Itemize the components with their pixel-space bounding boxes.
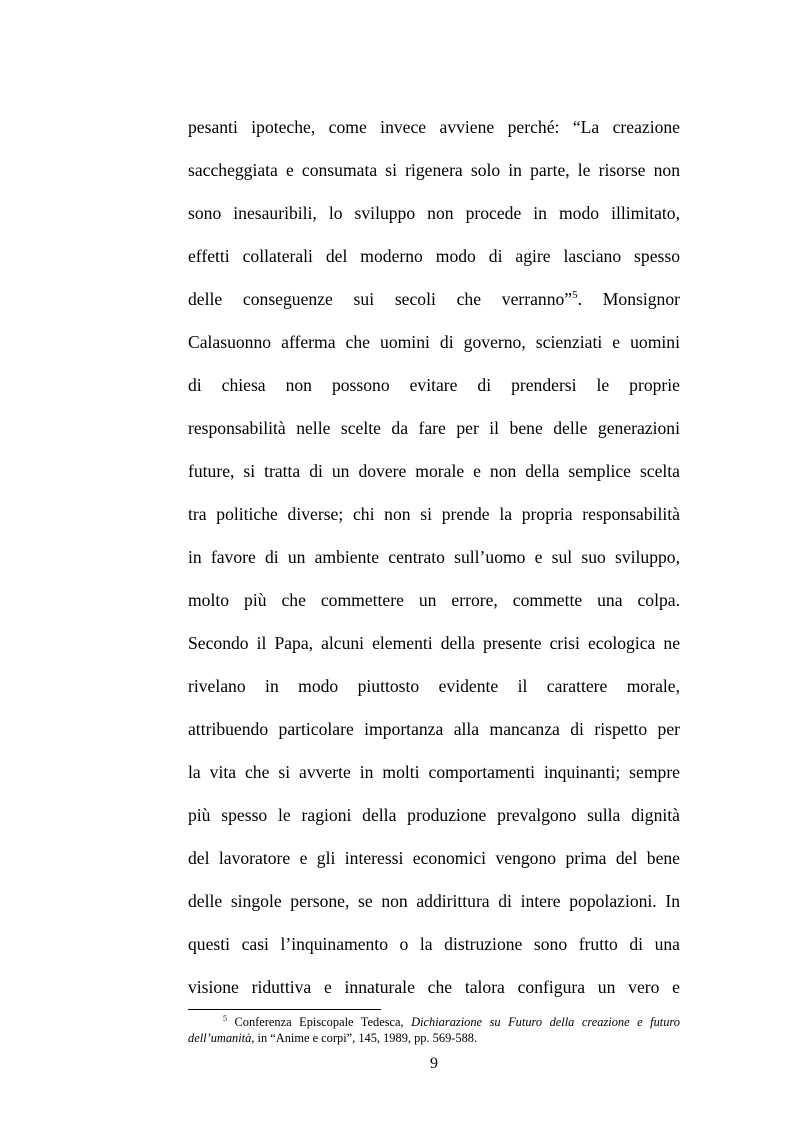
text-line: Secondo il Papa, alcuni elementi della presente crisi ecologica ne <box>188 633 680 653</box>
text-line-part: . Monsignor <box>577 289 680 309</box>
text-line: tra politiche diverse; chi non si prende la propria responsabilità <box>188 504 680 524</box>
footnote-title: dell’umanità <box>188 1031 252 1045</box>
text-line: delle singole persone, se non addirittura di intere popolazioni. In <box>188 891 680 911</box>
text-line: visione riduttiva e innaturale che talora configura un vero e <box>188 977 680 997</box>
text-line-with-footnote-ref <box>188 278 680 321</box>
footnote-reference: 5 <box>572 289 578 301</box>
text-line: attribuendo particolare importanza alla mancanza di rispetto per <box>188 719 680 739</box>
text-line: questi casi l’inquinamento o la distruzione sono frutto di una <box>188 934 680 954</box>
footnote-divider <box>188 1009 381 1010</box>
text-line: la vita che si avverte in molti comportamenti inquinanti; sempre <box>188 762 680 782</box>
body-text <box>188 106 680 1009</box>
footnote-author: Conferenza Episcopale Tedesca, <box>227 1015 412 1029</box>
text-line: saccheggiata e consumata si rigenera solo in parte, le risorse non <box>188 160 680 180</box>
text-line: molto più che commettere un errore, commette una colpa. <box>188 590 680 610</box>
text-line: future, si tratta di un dovere morale e non della semplice scelta <box>188 461 680 481</box>
footnote <box>188 1014 680 1046</box>
text-line: Calasuonno afferma che uomini di governo, scienziati e uomini <box>188 332 680 352</box>
footnote-line <box>188 1014 680 1030</box>
page-number: 9 <box>430 1055 438 1072</box>
text-line-part: delle conseguenze sui secoli che verranno” <box>188 289 573 309</box>
text-line: di chiesa non possono evitare di prendersi le proprie <box>188 375 680 395</box>
footnote-line <box>188 1030 680 1046</box>
text-line: pesanti ipoteche, come invece avviene perché: “La creazione <box>188 117 680 137</box>
footnote-title: Dichiarazione su Futuro della creazione e futuro <box>411 1015 680 1029</box>
text-line: più spesso le ragioni della produzione prevalgono sulla dignità <box>188 805 680 825</box>
text-line: responsabilità nelle scelte da fare per il bene delle generazioni <box>188 418 680 438</box>
footnote-source: , in “Anime e corpi”, 145, 1989, pp. 569-588. <box>251 1031 478 1045</box>
footnote-mark: 5 <box>223 1014 227 1023</box>
text-line: rivelano in modo piuttosto evidente il carattere morale, <box>188 676 680 696</box>
text-line: effetti collaterali del moderno modo di agire lasciano spesso <box>188 246 680 266</box>
text-line: sono inesauribili, lo sviluppo non procede in modo illimitato, <box>188 203 680 223</box>
text-line: in favore di un ambiente centrato sull’uomo e sul suo sviluppo, <box>188 547 680 567</box>
text-line: del lavoratore e gli interessi economici vengono prima del bene <box>188 848 680 868</box>
